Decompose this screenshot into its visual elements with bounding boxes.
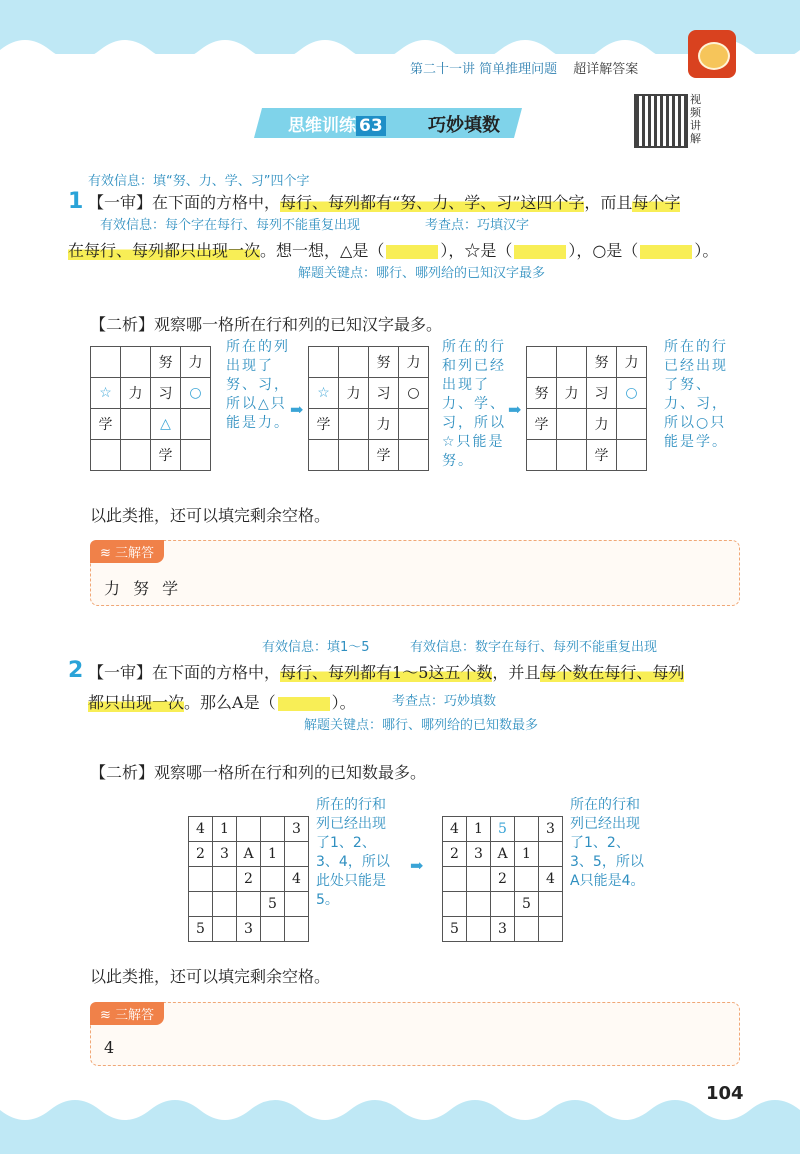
q2-anno-top2: 有效信息：数字在每行、每列不能重复出现 xyxy=(410,640,658,655)
q2-analysis: 【二析】观察哪一格所在行和列的已知数最多。 xyxy=(90,763,427,782)
arrow-right-icon: ➡ xyxy=(290,400,304,419)
bottom-wave-banner xyxy=(0,1100,800,1154)
q2-anno-mid: 考查点：巧妙填数 xyxy=(392,694,497,709)
title-label: 思维训练 xyxy=(288,116,356,136)
q2-answer-box xyxy=(90,1002,740,1066)
q1-grid-3: 努 力 努 力 习 ○ 学 力 学 xyxy=(526,346,647,471)
q1-line1: 【一审】在下面的方格中，每行、每列都有“努、力、学、习”这四个字，而且每个字 xyxy=(88,193,681,212)
q2-note-2: 所在的行和列已经出现了1、2、3、5，所以A只能是4。 xyxy=(570,797,645,889)
blank-star[interactable] xyxy=(514,245,566,259)
q1-anno-mid1: 有效信息：每个字在每行、每列不能重复出现 xyxy=(100,218,361,233)
q1-grid-2: 努 力 ☆ 力 习 ○ 学 力 学 xyxy=(308,346,429,471)
q2-anno-bottom: 解题关键点：哪行、哪列给的已知数最多 xyxy=(304,718,539,733)
q1-analysis: 【二析】观察哪一格所在行和列的已知汉字最多。 xyxy=(90,315,443,334)
arrow-right-icon: ➡ xyxy=(410,856,424,875)
q1-line2: 在每行、每列都只出现一次。想一想，△是（ ），☆是（ ），○是（ ）。 xyxy=(68,241,719,260)
q1-answer-box xyxy=(90,540,740,606)
q1-note-1: 所在的列出现了努、习，所以△只能是力。 xyxy=(226,339,290,431)
q2-answer: 4 xyxy=(104,1038,115,1057)
top-wave-shape xyxy=(0,30,800,90)
q1-answer: 力 努 学 xyxy=(104,579,183,598)
q2-anno-top1: 有效信息：填1～5 xyxy=(262,640,370,655)
blank-circle[interactable] xyxy=(640,245,692,259)
blank-triangle[interactable] xyxy=(386,245,438,259)
answers-label: 超详解答案 xyxy=(573,62,639,77)
q2-grid-1: 4 1 3 2 3 A 1 2 4 5 5 3 xyxy=(188,816,309,942)
qr-label: 视 频 讲 解 xyxy=(690,93,701,145)
q2-conclusion: 以此类推，还可以填完剩余空格。 xyxy=(90,967,331,986)
q1-answer-tag: ≋ 三解答 xyxy=(90,540,164,563)
q1-number: 1 xyxy=(68,189,84,214)
q1-note-2: 所在的行和列已经出现了力、学、习，所以☆只能是努。 xyxy=(442,339,506,469)
page-number: 104 xyxy=(706,1083,744,1104)
top-wave-banner xyxy=(0,0,800,54)
bottom-wave-shape xyxy=(0,1100,800,1130)
q1-anno-mid2: 考查点：巧填汉字 xyxy=(425,218,530,233)
q2-line2: 都只出现一次。那么A是（ ）。 xyxy=(88,693,356,712)
q1-anno-top: 有效信息：填“努、力、学、习”四个字 xyxy=(88,174,310,189)
q1-grid-1: 努 力 ☆ 力 习 ○ 学 △ 学 xyxy=(90,346,211,471)
q2-number: 2 xyxy=(68,658,84,683)
qr-code-icon[interactable] xyxy=(634,94,688,148)
arrow-right-icon: ➡ xyxy=(508,400,522,419)
title-topic: 巧妙填数 xyxy=(428,115,500,136)
q2-grid-2: 4 1 5 3 2 3 A 1 2 4 5 5 3 xyxy=(442,816,563,942)
q2-note-1: 所在的行和列已经出现了1、2、3、4，所以此处只能是5。 xyxy=(316,797,390,908)
q1-anno-bottom: 解题关键点：哪行、哪列给的已知汉字最多 xyxy=(298,266,546,281)
blank-a[interactable] xyxy=(278,697,330,711)
q2-line1: 【一审】在下面的方格中，每行、每列都有1～5这五个数，并且每个数在每行、每列 xyxy=(88,663,685,682)
q1-note-3: 所在的行已经出现了努、力、习，所以○只能是学。 xyxy=(664,339,728,450)
title-number: 63 xyxy=(356,116,386,136)
page-header xyxy=(410,58,638,77)
q2-answer-tag: ≋ 三解答 xyxy=(90,1002,164,1025)
series-badge-icon xyxy=(688,30,736,78)
lecture-title: 第二十一讲 简单推理问题 xyxy=(410,62,558,77)
q1-conclusion: 以此类推，还可以填完剩余空格。 xyxy=(90,506,331,525)
